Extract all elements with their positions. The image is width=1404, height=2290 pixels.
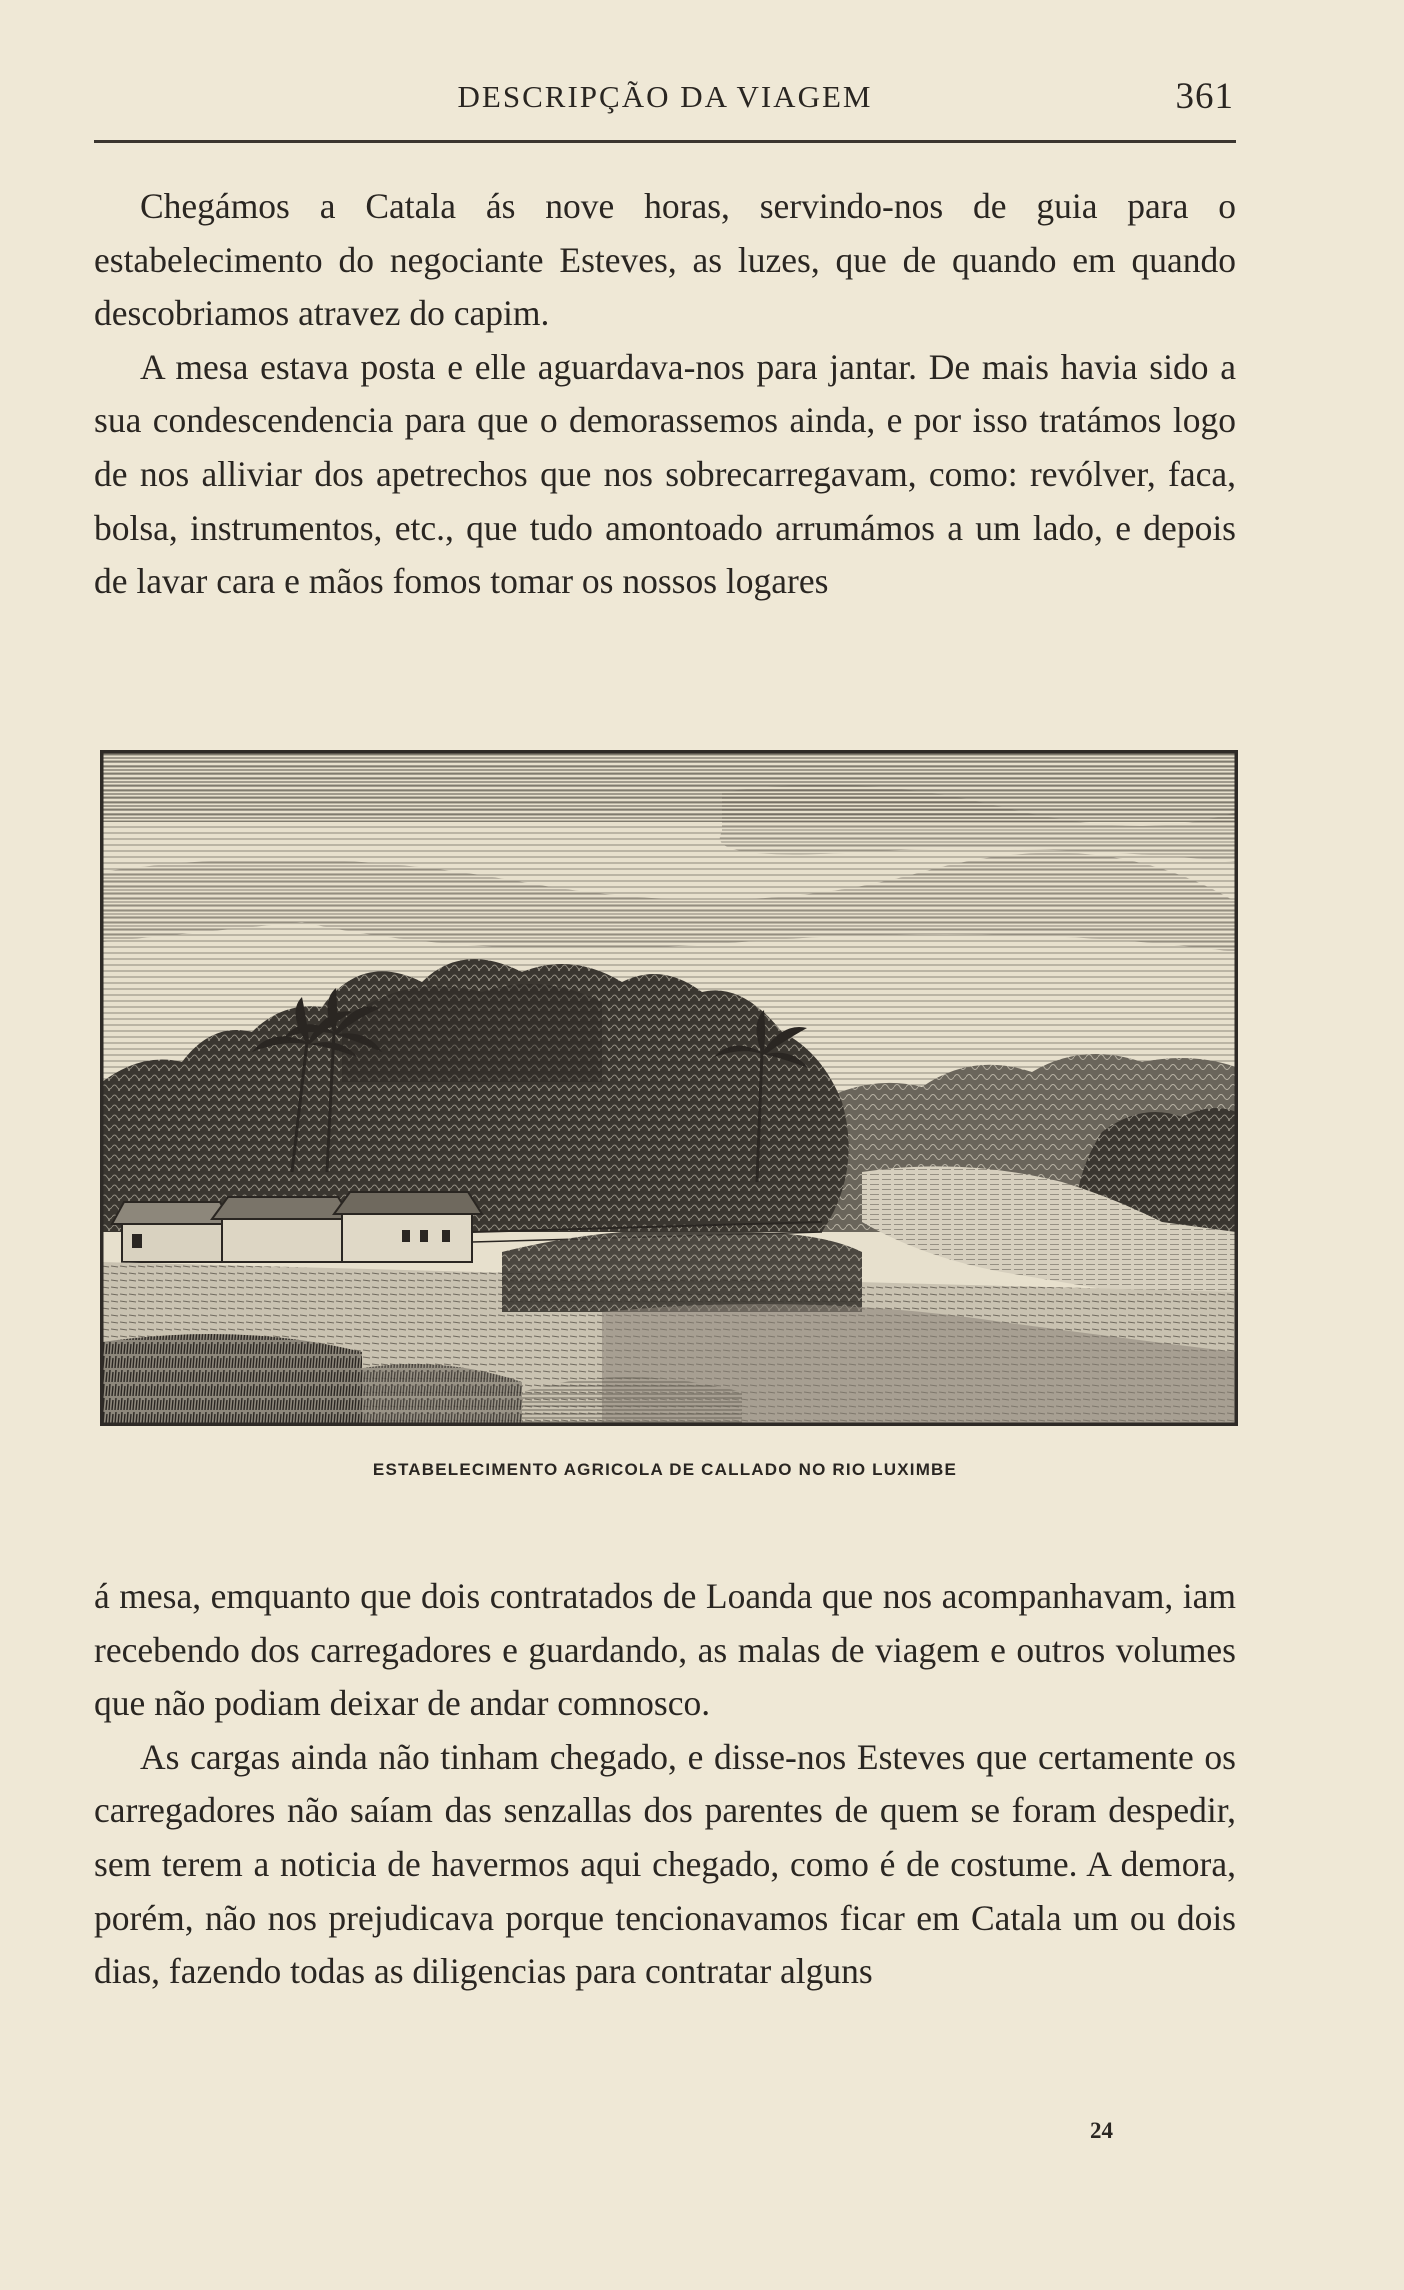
text-block-bottom <box>94 1570 1236 1999</box>
text-block-top <box>94 180 1236 609</box>
page-number: 361 <box>1175 76 1234 117</box>
paragraph: A mesa estava posta e elle aguardava-nos para jantar. De mais havia sido a sua condescendencia para que o demorassemos ainda, e por isso tratámos logo de nos alliviar dos apetrechos que nos sobrecarregavam, como: revólver, faca, bolsa, instrumentos, etc., que tudo amontoado arrumámos a um lado, e depois de lavar cara e mãos fomos tomar os nossos logares <box>94 346 1236 602</box>
header-rule <box>94 140 1236 143</box>
landscape-engraving <box>102 752 1236 1424</box>
signature-mark: 24 <box>1090 2118 1113 2143</box>
figure-caption: ESTABELECIMENTO AGRICOLA DE CALLADO NO RIO LUXIMBE <box>372 1460 958 1479</box>
paragraph: As cargas ainda não tinham chegado, e disse-nos Esteves que certamente os carregadores não saíam das senzallas dos parentes de quem se foram despedir, sem terem a noticia de havermos aqui chegado, como é de costume. A demora, porém, não nos prejudicava porque tencionavamos ficar em Catala um ou dois dias, fazendo todas as diligencias para contratar alguns <box>94 1736 1236 1992</box>
paragraph: á mesa, emquanto que dois contratados de Loanda que nos acompanhavam, iam recebendo dos carregadores e guardando, as malas de viagem e outros volumes que não podiam deixar de andar comnosco. <box>94 1576 1236 1724</box>
paragraph: Chegámos a Catala ás nove horas, servindo-nos de guia para o estabelecimento do negociante Esteves, as luzes, que de quando em quando descobriamos atravez do capim. <box>94 186 1236 334</box>
engraving-illustration <box>100 750 1238 1426</box>
running-title: DESCRIPÇÃO DA VIAGEM <box>457 79 873 114</box>
